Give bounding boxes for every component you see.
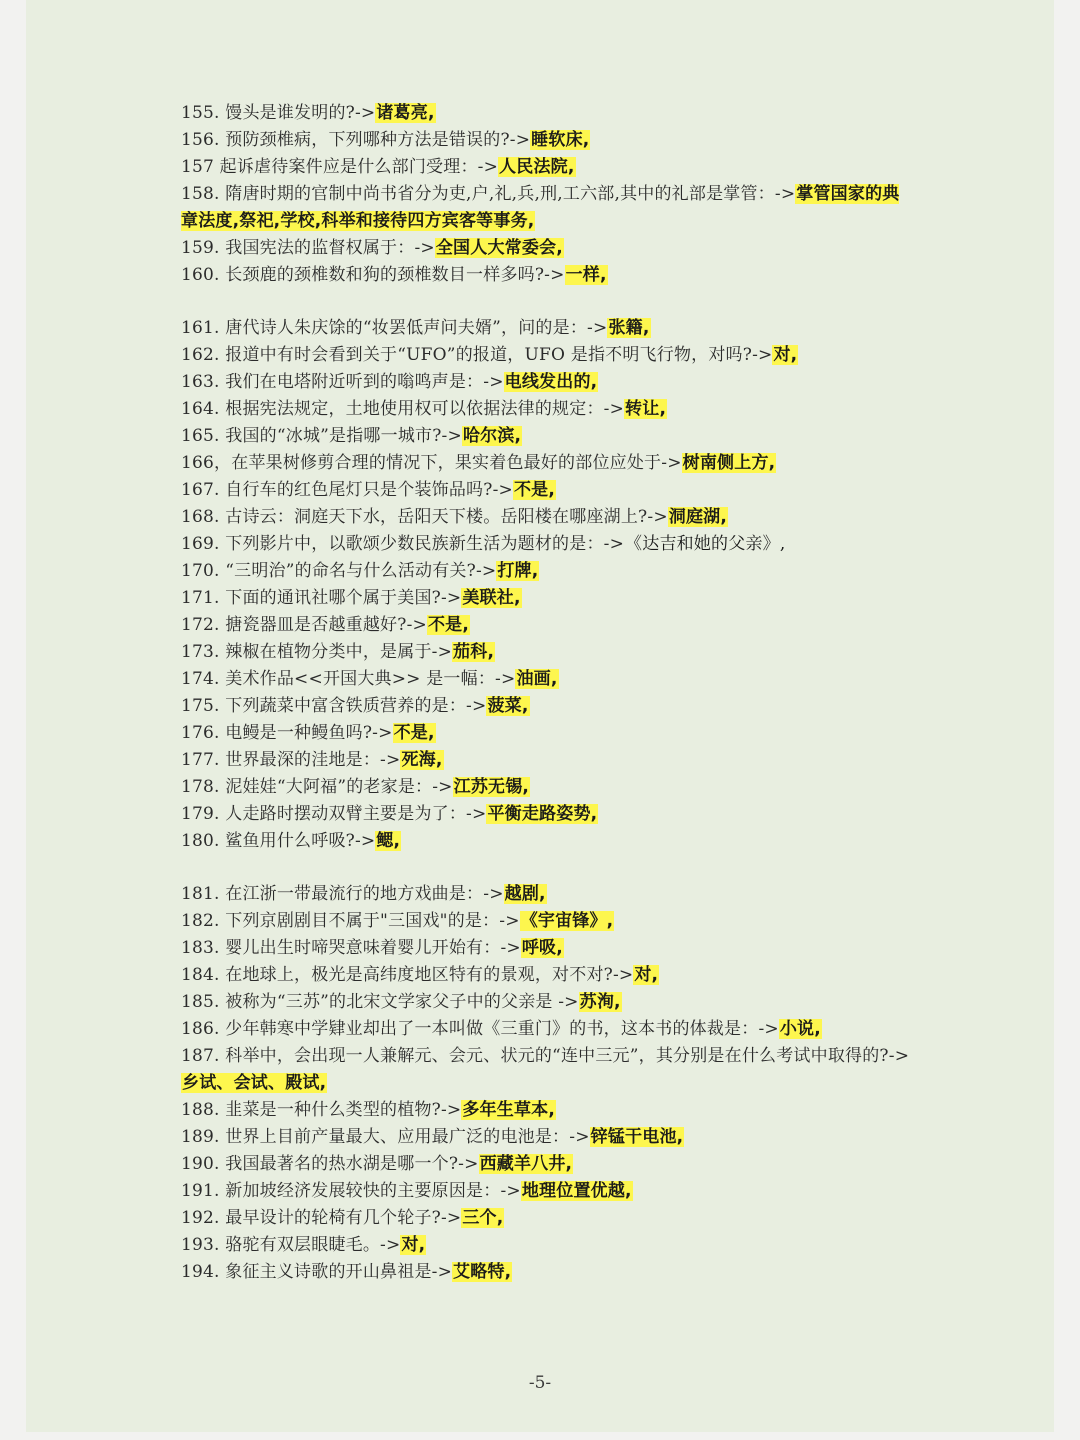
- qa-item: [181, 181, 911, 235]
- answer-highlight: 三个,: [462, 1208, 504, 1228]
- answer-highlight: 茄科,: [453, 642, 495, 662]
- question-text: 180. 鲨鱼用什么呼吸?->: [181, 831, 376, 851]
- answer-highlight: 地理位置优越,: [521, 1181, 632, 1201]
- answer-highlight: 不是,: [513, 480, 556, 500]
- qa-item: [181, 504, 911, 531]
- question-text: 170. “三明治”的命名与什么活动有关?->: [181, 561, 497, 581]
- answer-highlight: 全国人大常委会,: [435, 238, 563, 258]
- qa-item: [181, 396, 911, 423]
- qa-item: [181, 531, 911, 558]
- section-gap: [181, 855, 911, 881]
- question-text: 189. 世界上目前产量最大、应用最广泛的电池是：->: [181, 1127, 590, 1147]
- qa-item: [181, 1178, 911, 1205]
- question-text: 193. 骆驼有双层眼睫毛。->: [181, 1235, 401, 1255]
- question-text: 167. 自行车的红色尾灯只是个装饰品吗?->: [181, 480, 513, 500]
- question-text: 185. 被称为“三苏”的北宋文学家父子中的父亲是 ->: [181, 992, 579, 1012]
- qa-item: [181, 881, 911, 908]
- qa-item: [181, 774, 911, 801]
- answer-highlight: 美联社,: [462, 588, 521, 608]
- answer-highlight: 掌管国家的典章法度,祭祀,学校,科举和接待四方宾客等事务,: [181, 184, 900, 231]
- qa-item: [181, 423, 911, 450]
- question-text: 169. 下列影片中，以歌颂少数民族新生活为题材的是：->: [181, 534, 625, 554]
- question-text: 171. 下面的通讯社哪个属于美国?->: [181, 588, 462, 608]
- question-text: 181. 在江浙一带最流行的地方戏曲是：->: [181, 884, 504, 904]
- question-text: 177. 世界最深的洼地是：->: [181, 750, 401, 770]
- qa-item: [181, 369, 911, 396]
- answer-highlight: 艾略特,: [453, 1262, 512, 1282]
- qa-item: [181, 1097, 911, 1124]
- answer-highlight: 锌锰干电池,: [590, 1127, 684, 1147]
- question-text: 164. 根据宪法规定，土地使用权可以依据法律的规定：->: [181, 399, 625, 419]
- answer-highlight: 不是,: [427, 615, 470, 635]
- answer-highlight: 打牌,: [497, 561, 539, 581]
- answer-highlight: 平衡走路姿势,: [487, 804, 598, 824]
- answer-text: 《达吉和她的父亲》,: [625, 534, 786, 554]
- question-text: 165. 我国的“冰城”是指哪一城市?->: [181, 426, 462, 446]
- qa-item: [181, 962, 911, 989]
- question-text: 173. 辣椒在植物分类中，是属于->: [181, 642, 453, 662]
- answer-highlight: 苏洵,: [579, 992, 621, 1012]
- qa-item: [181, 1043, 911, 1097]
- qa-item: [181, 154, 911, 181]
- answer-highlight: 树南侧上方,: [682, 453, 776, 473]
- question-text: 158. 隋唐时期的官制中尚书省分为吏,户,礼,兵,刑,工六部,其中的礼部是掌管：->: [181, 184, 796, 204]
- question-text: 191. 新加坡经济发展较快的主要原因是：->: [181, 1181, 521, 1201]
- answer-highlight: 人民法院,: [499, 157, 575, 177]
- question-text: 178. 泥娃娃“大阿福”的老家是：->: [181, 777, 453, 797]
- qa-item: [181, 801, 911, 828]
- qa-item: [181, 666, 911, 693]
- qa-item: [181, 235, 911, 262]
- answer-highlight: 西藏羊八井,: [479, 1154, 573, 1174]
- answer-highlight: 《宇宙锋》,: [520, 911, 614, 931]
- question-text: 186. 少年韩寒中学肄业却出了一本叫做《三重门》的书，这本书的体裁是：->: [181, 1019, 779, 1039]
- question-text: 162. 报道中有时会看到关于“UFO”的报道，UFO 是指不明飞行物，对吗?->: [181, 345, 773, 365]
- answer-highlight: 多年生草本,: [462, 1100, 556, 1120]
- qa-item: [181, 127, 911, 154]
- qa-item: [181, 315, 911, 342]
- question-text: 182. 下列京剧剧目不属于"三国戏"的是：->: [181, 911, 520, 931]
- qa-list: [181, 100, 911, 1286]
- answer-highlight: 死海,: [401, 750, 443, 770]
- answer-highlight: 哈尔滨,: [462, 426, 522, 446]
- qa-item: [181, 477, 911, 504]
- answer-highlight: 小说,: [779, 1019, 821, 1039]
- question-text: 187. 科举中，会出现一人兼解元、会元、状元的“连中三元”，其分别是在什么考试中取得的?->: [181, 1046, 910, 1066]
- question-text: 183. 婴儿出生时啼哭意味着婴儿开始有：->: [181, 938, 521, 958]
- question-text: 176. 电鳗是一种鳗鱼吗?->: [181, 723, 393, 743]
- qa-item: [181, 747, 911, 774]
- question-text: 157 起诉虐待案件应是什么部门受理：->: [181, 157, 499, 177]
- section-gap: [181, 289, 911, 315]
- answer-highlight: 油画,: [516, 669, 558, 689]
- question-text: 190. 我国最著名的热水湖是哪一个?->: [181, 1154, 479, 1174]
- answer-highlight: 越剧,: [504, 884, 546, 904]
- question-text: 156. 预防颈椎病，下列哪种方法是错误的?->: [181, 130, 531, 150]
- qa-item: [181, 1205, 911, 1232]
- question-text: 179. 人走路时摆动双臂主要是为了：->: [181, 804, 487, 824]
- question-text: 174. 美术作品<<开国大典>> 是一幅：->: [181, 669, 516, 689]
- question-text: 192. 最早设计的轮椅有几个轮子?->: [181, 1208, 462, 1228]
- qa-item: [181, 828, 911, 855]
- answer-highlight: 转让,: [625, 399, 667, 419]
- answer-highlight: 张籍,: [608, 318, 650, 338]
- question-text: 163. 我们在电塔附近听到的嗡鸣声是：->: [181, 372, 504, 392]
- question-text: 155. 馒头是谁发明的?->: [181, 103, 376, 123]
- qa-item: [181, 1232, 911, 1259]
- answer-highlight: 一样,: [565, 265, 607, 285]
- answer-highlight: 菠菜,: [487, 696, 529, 716]
- qa-item: [181, 908, 911, 935]
- question-text: 175. 下列蔬菜中富含铁质营养的是：->: [181, 696, 487, 716]
- qa-item: [181, 1124, 911, 1151]
- question-text: 194. 象征主义诗歌的开山鼻祖是->: [181, 1262, 453, 1282]
- qa-item: [181, 989, 911, 1016]
- qa-item: [181, 639, 911, 666]
- qa-item: [181, 100, 911, 127]
- qa-item: [181, 262, 911, 289]
- question-text: 188. 韭菜是一种什么类型的植物?->: [181, 1100, 462, 1120]
- answer-highlight: 乡试、会试、殿试,: [182, 1073, 327, 1093]
- qa-item: [181, 693, 911, 720]
- answer-highlight: 睡软床,: [531, 130, 590, 150]
- question-text: 166，在苹果树修剪合理的情况下，果实着色最好的部位应处于->: [181, 453, 682, 473]
- qa-item: [181, 1151, 911, 1178]
- answer-highlight: 不是,: [393, 723, 435, 743]
- qa-item: [181, 558, 911, 585]
- answer-highlight: 洞庭湖,: [668, 507, 728, 527]
- answer-highlight: 诸葛亮,: [376, 103, 435, 123]
- answer-highlight: 对,: [773, 345, 798, 365]
- question-text: 184. 在地球上，极光是高纬度地区特有的景观，对不对?->: [181, 965, 634, 985]
- answer-highlight: 对,: [634, 965, 659, 985]
- question-text: 161. 唐代诗人朱庆馀的“妆罢低声问夫婿”，问的是：->: [181, 318, 608, 338]
- page-number: -5-: [528, 1373, 552, 1393]
- question-text: 160. 长颈鹿的颈椎数和狗的颈椎数目一样多吗?->: [181, 265, 565, 285]
- answer-highlight: 鳃,: [376, 831, 401, 851]
- question-text: 172. 搪瓷器皿是否越重越好?->: [181, 615, 427, 635]
- qa-item: [181, 342, 911, 369]
- qa-item: [181, 450, 911, 477]
- qa-item: [181, 612, 911, 639]
- question-text: 168. 古诗云：洞庭天下水，岳阳天下楼。岳阳楼在哪座湖上?->: [181, 507, 668, 527]
- answer-highlight: 对,: [401, 1235, 426, 1255]
- answer-highlight: 电线发出的,: [504, 372, 598, 392]
- qa-item: [181, 720, 911, 747]
- qa-item: [181, 1016, 911, 1043]
- qa-item: [181, 935, 911, 962]
- qa-item: [181, 585, 911, 612]
- document-page: [26, 0, 1054, 1432]
- answer-highlight: 呼吸,: [521, 938, 563, 958]
- answer-highlight: 江苏无锡,: [453, 777, 530, 797]
- question-text: 159. 我国宪法的监督权属于：->: [181, 238, 435, 258]
- qa-item: [181, 1259, 911, 1286]
